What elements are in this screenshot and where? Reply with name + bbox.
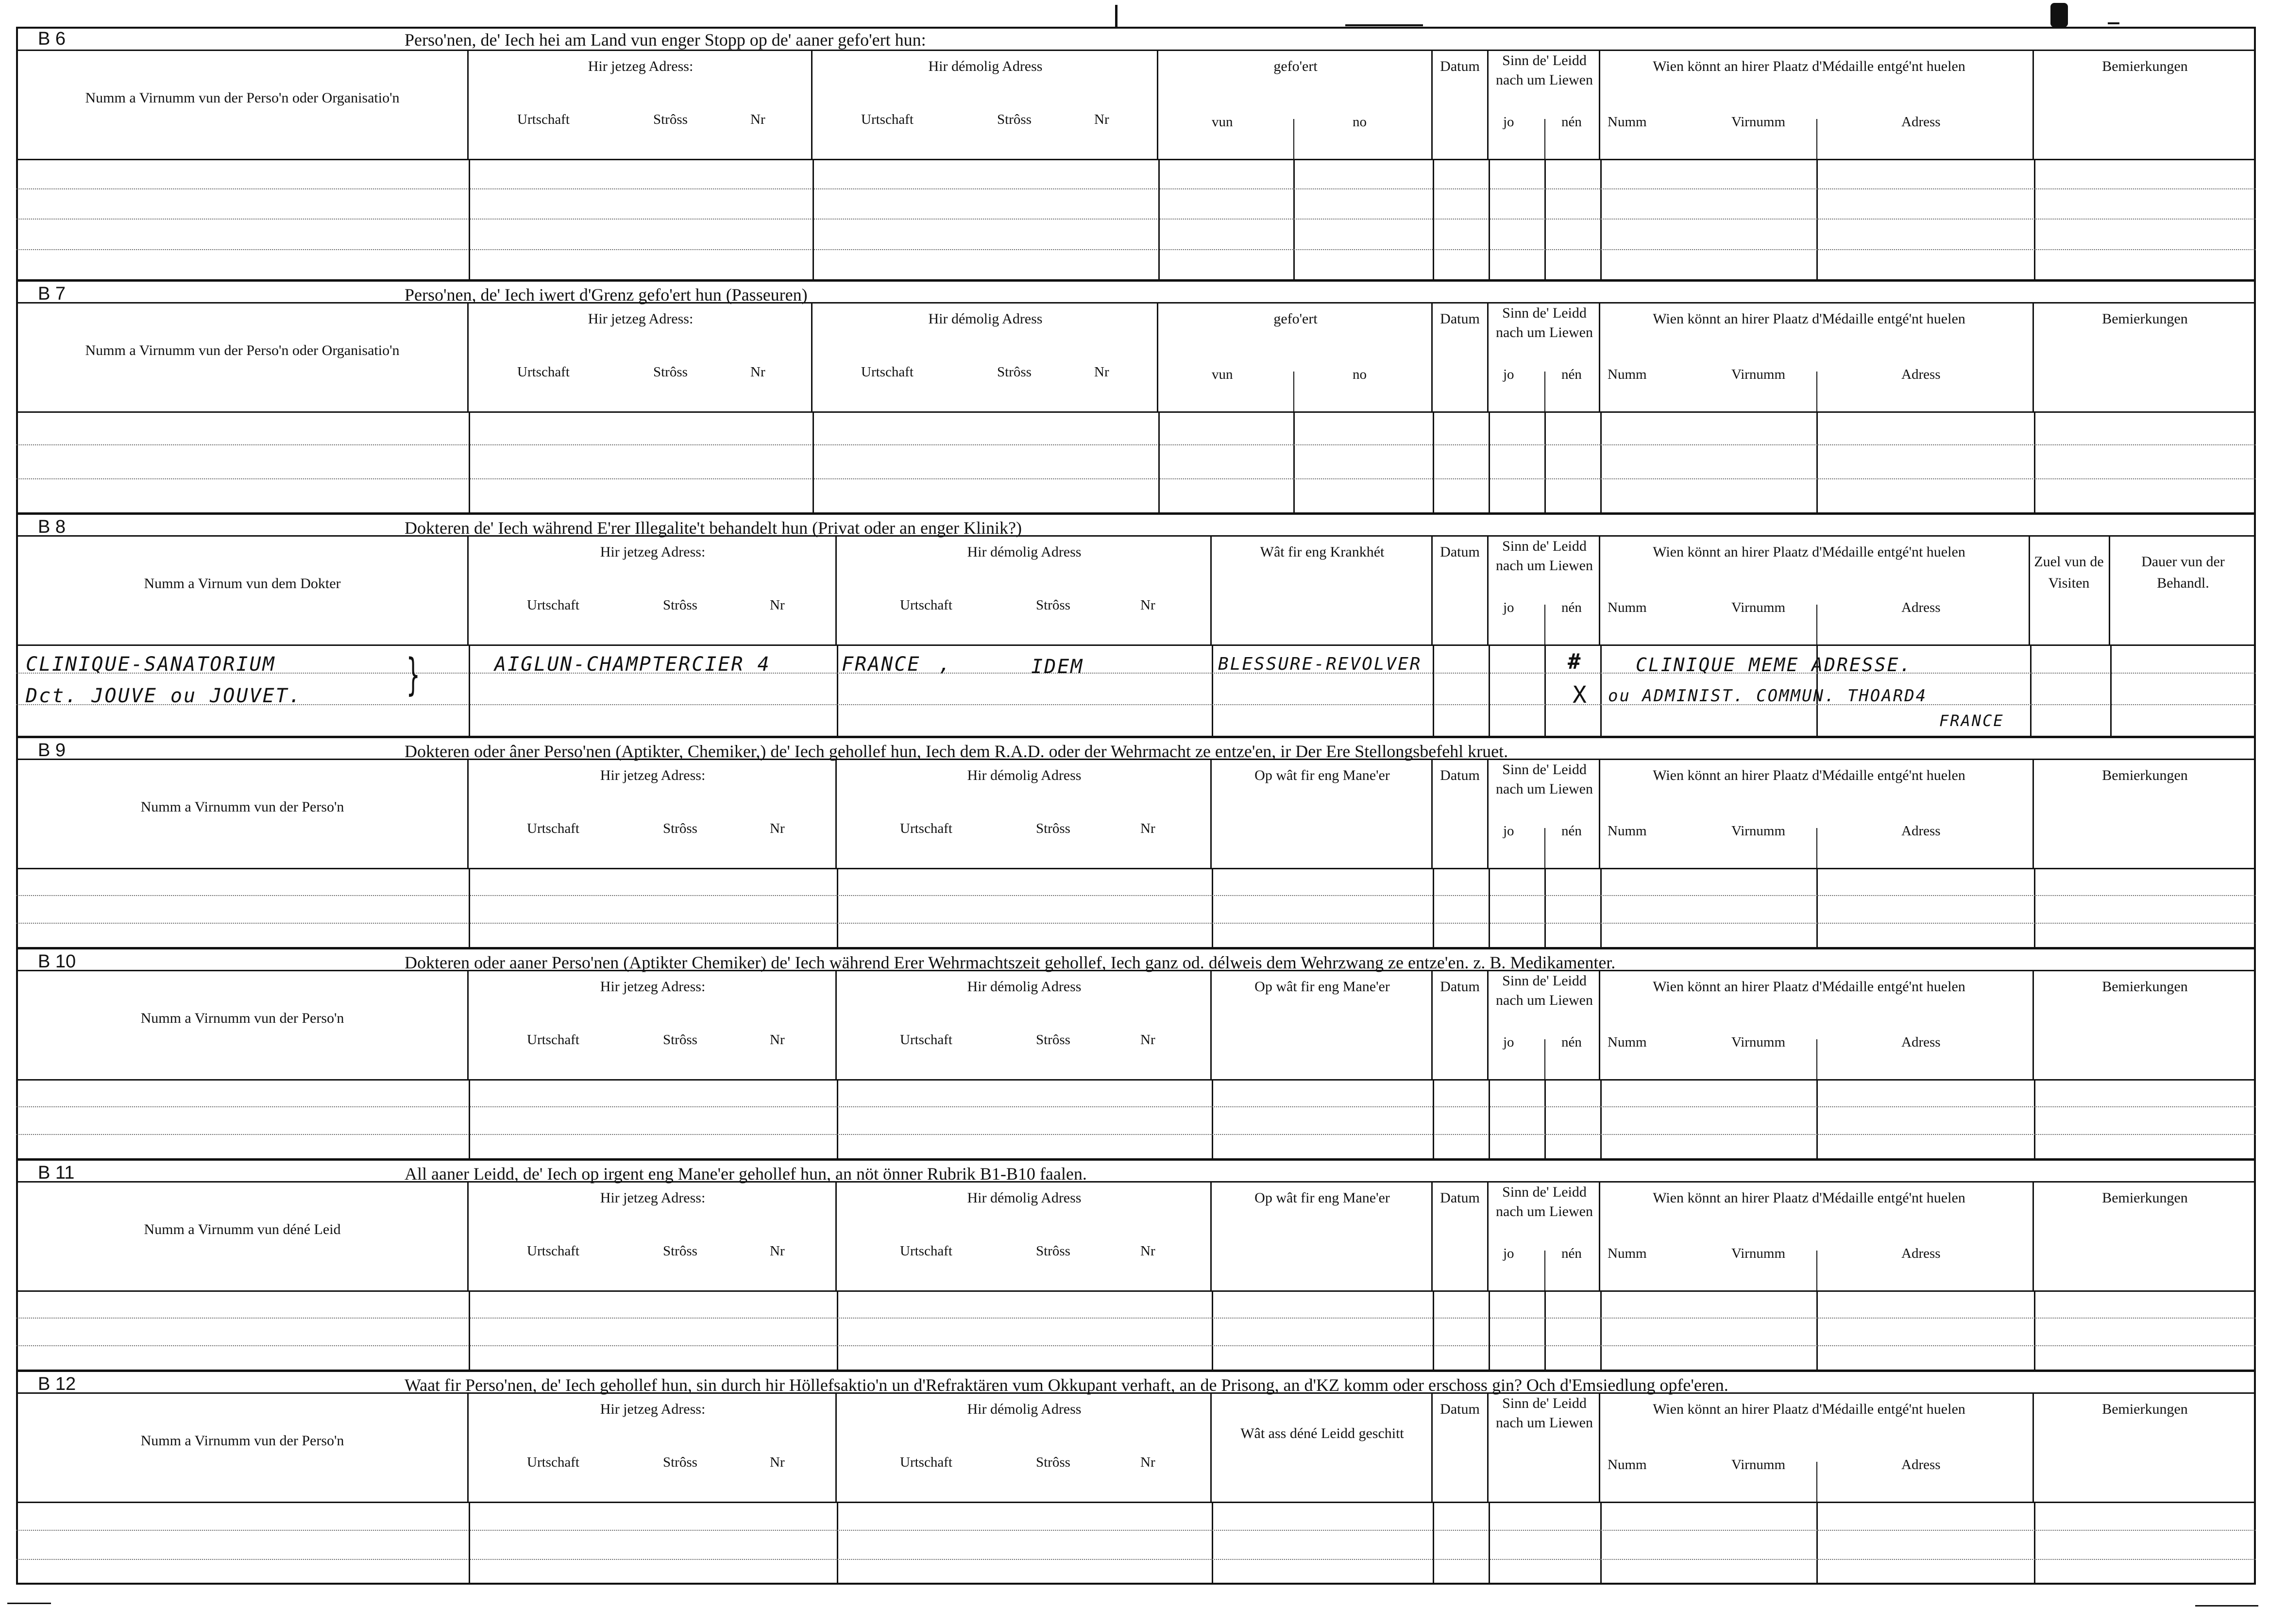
col-current-address: Hir jetzeg Adress: <box>600 767 706 783</box>
column-header-row <box>16 51 2256 160</box>
col-stross: Strôss <box>997 112 1032 127</box>
col-medal: Wien könnt an hirer Plaatz d'Médaille entgé'nt huelen <box>1653 58 1965 74</box>
col-sinn: Sinn de' Leidd nach um Liewen <box>1496 761 1593 797</box>
col-urtschaft: Urtschaft <box>527 597 579 613</box>
col-gefoert: gefo'ert <box>1273 311 1318 327</box>
col-stross: Strôss <box>1036 597 1070 613</box>
col-op-wat: Op wât fir eng Mane'er <box>1254 1190 1390 1206</box>
col-no: no <box>1353 367 1367 382</box>
col-numm: Numm <box>1608 1246 1647 1261</box>
col-bemierkungen: Bemierkungen <box>2102 311 2188 327</box>
col-sinn: Sinn de' Leidd nach um Liewen <box>1496 538 1593 574</box>
col-numm: Numm <box>1608 1457 1647 1472</box>
col-stross: Strôss <box>1036 1032 1070 1048</box>
section-code: B 9 <box>38 740 66 761</box>
column-header-row <box>16 304 2256 413</box>
col-stross: Strôss <box>663 1455 697 1470</box>
col-old-address: Hir démolig Adress <box>967 1401 1082 1417</box>
b8-nen-mark-scribble: # <box>1568 649 1582 674</box>
col-nen: nén <box>1561 1246 1582 1261</box>
col-current-address: Hir jetzeg Adress: <box>600 1401 706 1417</box>
column-header-row <box>16 760 2256 869</box>
col-zuel-visiten: Zuel vun de Visiten <box>2034 554 2104 591</box>
col-nr: Nr <box>750 364 765 380</box>
col-stross: Strôss <box>663 1243 697 1259</box>
col-name: Numm a Virnum vun dem Dokter <box>144 575 341 592</box>
col-nr: Nr <box>1140 1243 1155 1259</box>
b8-doctor-name-line2: Dct. JOUVE ou JOUVET. <box>26 685 302 707</box>
b8-medal-line3: FRANCE <box>1939 711 2004 730</box>
section-code: B 8 <box>38 517 66 537</box>
col-stross: Strôss <box>653 364 688 380</box>
b8-old-address: FRANCE <box>842 653 921 676</box>
col-stross: Strôss <box>663 821 697 836</box>
col-datum: Datum <box>1440 311 1480 327</box>
section-title: Dokteren oder aaner Perso'nen (Aptikter Chemiker) de' Iech während Erer Wehrmachtszeit gehollef, Iech ganz od. délweis dem Wehrzwang ze entze'en. z. B. Medikamenter. <box>405 953 1616 972</box>
col-nr: Nr <box>770 821 785 836</box>
b8-illness: BLESSURE-REVOLVER <box>1218 654 1422 674</box>
col-datum: Datum <box>1440 1190 1480 1206</box>
column-header-row <box>16 1183 2256 1292</box>
scan-mark <box>2108 22 2119 24</box>
col-bemierkungen: Bemierkungen <box>2102 767 2188 783</box>
column-header-row <box>16 1394 2256 1503</box>
col-adress: Adress <box>1901 114 1941 130</box>
col-adress: Adress <box>1901 367 1941 382</box>
section-code: B 10 <box>38 951 76 972</box>
col-medal: Wien könnt an hirer Plaatz d'Médaille entgé'nt huelen <box>1653 544 1965 560</box>
col-current-address: Hir jetzeg Adress: <box>588 58 694 74</box>
col-current-address: Hir jetzeg Adress: <box>588 311 694 327</box>
col-nr: Nr <box>750 112 765 127</box>
col-wat-dene-leidd: Wât ass déné Leidd geschitt <box>1240 1425 1404 1441</box>
col-bemierkungen: Bemierkungen <box>2102 1401 2188 1417</box>
b8-old-address-idem: IDEM <box>1031 656 1084 678</box>
b8-old-address-comma: , <box>939 653 952 676</box>
b8-medal-line1: CLINIQUE MEME ADRESSE. <box>1636 654 1913 676</box>
col-adress: Adress <box>1901 1246 1941 1261</box>
section-b9 <box>16 736 2256 947</box>
section-header <box>16 279 2256 304</box>
col-nen: nén <box>1561 367 1582 382</box>
b8-medal-line2: ou ADMINIST. COMMUN. THOARD4 <box>1608 686 1928 706</box>
col-nen: nén <box>1561 1034 1582 1050</box>
col-jo: jo <box>1503 600 1514 615</box>
col-datum: Datum <box>1440 58 1480 74</box>
col-medal: Wien könnt an hirer Plaatz d'Médaille entgé'nt huelen <box>1653 311 1965 327</box>
col-urtschaft: Urtschaft <box>900 597 952 613</box>
col-nr: Nr <box>770 597 785 613</box>
col-krankhet: Wât fir eng Krankhét <box>1260 544 1385 560</box>
section-code: B 7 <box>38 284 66 304</box>
col-op-wat: Op wât fir eng Mane'er <box>1254 979 1390 995</box>
section-title: Perso'nen, de' Iech iwert d'Grenz gefo'ert hun (Passeuren) <box>405 285 808 304</box>
col-sinn: Sinn de' Leidd nach um Liewen <box>1496 305 1593 340</box>
col-stross: Strôss <box>653 112 688 127</box>
section-header <box>16 27 2256 51</box>
col-current-address: Hir jetzeg Adress: <box>600 544 706 560</box>
scan-mark <box>2050 3 2068 27</box>
col-stross: Strôss <box>997 364 1032 380</box>
col-stross: Strôss <box>663 1032 697 1048</box>
section-header <box>16 1370 2256 1394</box>
col-sinn: Sinn de' Leidd nach um Liewen <box>1496 52 1593 88</box>
col-nr: Nr <box>1094 112 1109 127</box>
scan-mark <box>2195 1605 2258 1607</box>
col-jo: jo <box>1503 114 1514 130</box>
col-stross: Strôss <box>663 597 697 613</box>
col-virnumm: Virnumm <box>1731 367 1786 382</box>
col-old-address: Hir démolig Adress <box>928 311 1043 327</box>
col-adress: Adress <box>1901 1034 1941 1050</box>
col-nen: nén <box>1561 600 1582 615</box>
col-virnumm: Virnumm <box>1731 114 1786 130</box>
col-medal: Wien könnt an hirer Plaatz d'Médaille entgé'nt huelen <box>1653 1401 1965 1417</box>
col-nr: Nr <box>1140 1032 1155 1048</box>
b8-current-address: AIGLUN-CHAMPTERCIER 4 <box>494 653 771 676</box>
col-numm: Numm <box>1608 367 1647 382</box>
col-virnumm: Virnumm <box>1731 1246 1786 1261</box>
col-vun: vun <box>1212 367 1233 382</box>
col-datum: Datum <box>1440 1401 1480 1417</box>
col-old-address: Hir démolig Adress <box>967 767 1082 783</box>
col-urtschaft: Urtschaft <box>517 364 570 380</box>
col-name: Numm a Virnumm vun der Perso'n <box>140 1433 344 1449</box>
col-stross: Strôss <box>1036 1455 1070 1470</box>
col-urtschaft: Urtschaft <box>900 1032 952 1048</box>
col-urtschaft: Urtschaft <box>527 1032 579 1048</box>
col-medal: Wien könnt an hirer Plaatz d'Médaille entgé'nt huelen <box>1653 767 1965 783</box>
col-sinn: Sinn de' Leidd nach um Liewen <box>1496 973 1593 1008</box>
col-sinn: Sinn de' Leidd nach um Liewen <box>1496 1395 1593 1431</box>
col-numm: Numm <box>1608 600 1647 615</box>
section-b7 <box>16 279 2256 512</box>
column-header-row <box>16 537 2256 646</box>
col-jo: jo <box>1503 367 1514 382</box>
section-title: All aaner Leidd, de' Iech op irgent eng Mane'er gehollef hun, an nöt önner Rubrik B1-B10 faalen. <box>405 1164 1087 1184</box>
col-nr: Nr <box>770 1455 785 1470</box>
col-no: no <box>1353 114 1367 130</box>
col-jo: jo <box>1503 823 1514 839</box>
col-current-address: Hir jetzeg Adress: <box>600 979 706 995</box>
col-adress: Adress <box>1901 600 1941 615</box>
col-nr: Nr <box>1140 821 1155 836</box>
col-old-address: Hir démolig Adress <box>967 544 1082 560</box>
col-urtschaft: Urtschaft <box>900 1455 952 1470</box>
col-urtschaft: Urtschaft <box>527 1243 579 1259</box>
col-nr: Nr <box>1140 597 1155 613</box>
col-urtschaft: Urtschaft <box>527 821 579 836</box>
col-urtschaft: Urtschaft <box>861 364 914 380</box>
section-b10 <box>16 947 2256 1158</box>
section-b8 <box>16 512 2256 736</box>
col-name: Numm a Virnumm vun der Perso'n <box>140 1010 344 1026</box>
section-header <box>16 736 2256 760</box>
col-virnumm: Virnumm <box>1731 600 1786 615</box>
col-urtschaft: Urtschaft <box>900 1243 952 1259</box>
col-nr: Nr <box>770 1243 785 1259</box>
col-urtschaft: Urtschaft <box>517 112 570 127</box>
section-code: B 11 <box>38 1163 75 1183</box>
col-jo: jo <box>1503 1034 1514 1050</box>
col-name: Numm a Virnumm vun der Perso'n <box>140 799 344 815</box>
col-virnumm: Virnumm <box>1731 1034 1786 1050</box>
col-adress: Adress <box>1901 823 1941 839</box>
section-b12 <box>16 1370 2256 1585</box>
col-stross: Strôss <box>1036 821 1070 836</box>
col-name: Numm a Virnumm vun déné Leid <box>144 1221 341 1237</box>
b8-doctor-name-line1: CLINIQUE-SANATORIUM <box>26 653 276 676</box>
section-header <box>16 1158 2256 1183</box>
col-dauer: Dauer vun der Behandl. <box>2141 554 2225 591</box>
col-numm: Numm <box>1608 114 1647 130</box>
col-name: Numm a Virnumm vun der Perso'n oder Organisatio'n <box>85 90 400 106</box>
col-nr: Nr <box>1140 1455 1155 1470</box>
col-jo: jo <box>1503 1246 1514 1261</box>
col-old-address: Hir démolig Adress <box>967 1190 1082 1206</box>
scan-mark <box>1115 5 1118 27</box>
col-datum: Datum <box>1440 979 1480 995</box>
col-old-address: Hir démolig Adress <box>928 58 1043 74</box>
col-nen: nén <box>1561 823 1582 839</box>
section-b11 <box>16 1158 2256 1370</box>
section-b6 <box>16 27 2256 279</box>
col-urtschaft: Urtschaft <box>861 112 914 127</box>
section-title: Dokteren de' Iech während E'rer Illegalite't behandelt hun (Privat oder an enger Klinik?) <box>405 518 1022 538</box>
col-nen: nén <box>1561 114 1582 130</box>
col-gefoert: gefo'ert <box>1273 58 1318 74</box>
col-op-wat: Op wât fir eng Mane'er <box>1254 767 1390 783</box>
col-name: Numm a Virnumm vun der Perso'n oder Organisatio'n <box>85 342 400 358</box>
col-datum: Datum <box>1440 767 1480 783</box>
column-header-row <box>16 971 2256 1081</box>
col-numm: Numm <box>1608 823 1647 839</box>
section-title: Dokteren oder âner Perso'nen (Aptikter, Chemiker,) de' Iech gehollef hun, Iech dem R.A.D. oder der Wehrmacht ze entze'en, ir Der Ere Stellongsbefehl kruet. <box>405 742 1508 761</box>
col-medal: Wien könnt an hirer Plaatz d'Médaille entgé'nt huelen <box>1653 979 1965 995</box>
brace-icon: } <box>406 649 421 700</box>
col-numm: Numm <box>1608 1034 1647 1050</box>
col-old-address: Hir démolig Adress <box>967 979 1082 995</box>
scan-mark <box>1345 24 1423 26</box>
col-vun: vun <box>1212 114 1233 130</box>
section-code: B 6 <box>38 29 66 49</box>
col-datum: Datum <box>1440 544 1480 560</box>
b8-nen-mark: X <box>1573 681 1588 709</box>
col-sinn: Sinn de' Leidd nach um Liewen <box>1496 1184 1593 1219</box>
section-header <box>16 947 2256 971</box>
section-header <box>16 512 2256 537</box>
col-nr: Nr <box>770 1032 785 1048</box>
col-adress: Adress <box>1901 1457 1941 1472</box>
col-current-address: Hir jetzeg Adress: <box>600 1190 706 1206</box>
section-title: Perso'nen, de' Iech hei am Land vun enger Stopp op de' aaner gefo'ert hun: <box>405 30 926 50</box>
col-urtschaft: Urtschaft <box>527 1455 579 1470</box>
col-medal: Wien könnt an hirer Plaatz d'Médaille entgé'nt huelen <box>1653 1190 1965 1206</box>
col-bemierkungen: Bemierkungen <box>2102 979 2188 995</box>
section-code: B 12 <box>38 1374 76 1394</box>
col-bemierkungen: Bemierkungen <box>2102 58 2188 74</box>
col-stross: Strôss <box>1036 1243 1070 1259</box>
col-nr: Nr <box>1094 364 1109 380</box>
col-bemierkungen: Bemierkungen <box>2102 1190 2188 1206</box>
scan-mark <box>7 1603 51 1604</box>
col-urtschaft: Urtschaft <box>900 821 952 836</box>
col-virnumm: Virnumm <box>1731 1457 1786 1472</box>
section-title: Waat fir Perso'nen, de' Iech gehollef hun, sin durch hir Höllefsaktio'n un d'Refraktären vum Okkupant verhaft, an de Prisong, an d'KZ komm oder erschoss gin? Och d'Emsiedlung opfe'eren. <box>405 1375 1728 1395</box>
col-virnumm: Virnumm <box>1731 823 1786 839</box>
